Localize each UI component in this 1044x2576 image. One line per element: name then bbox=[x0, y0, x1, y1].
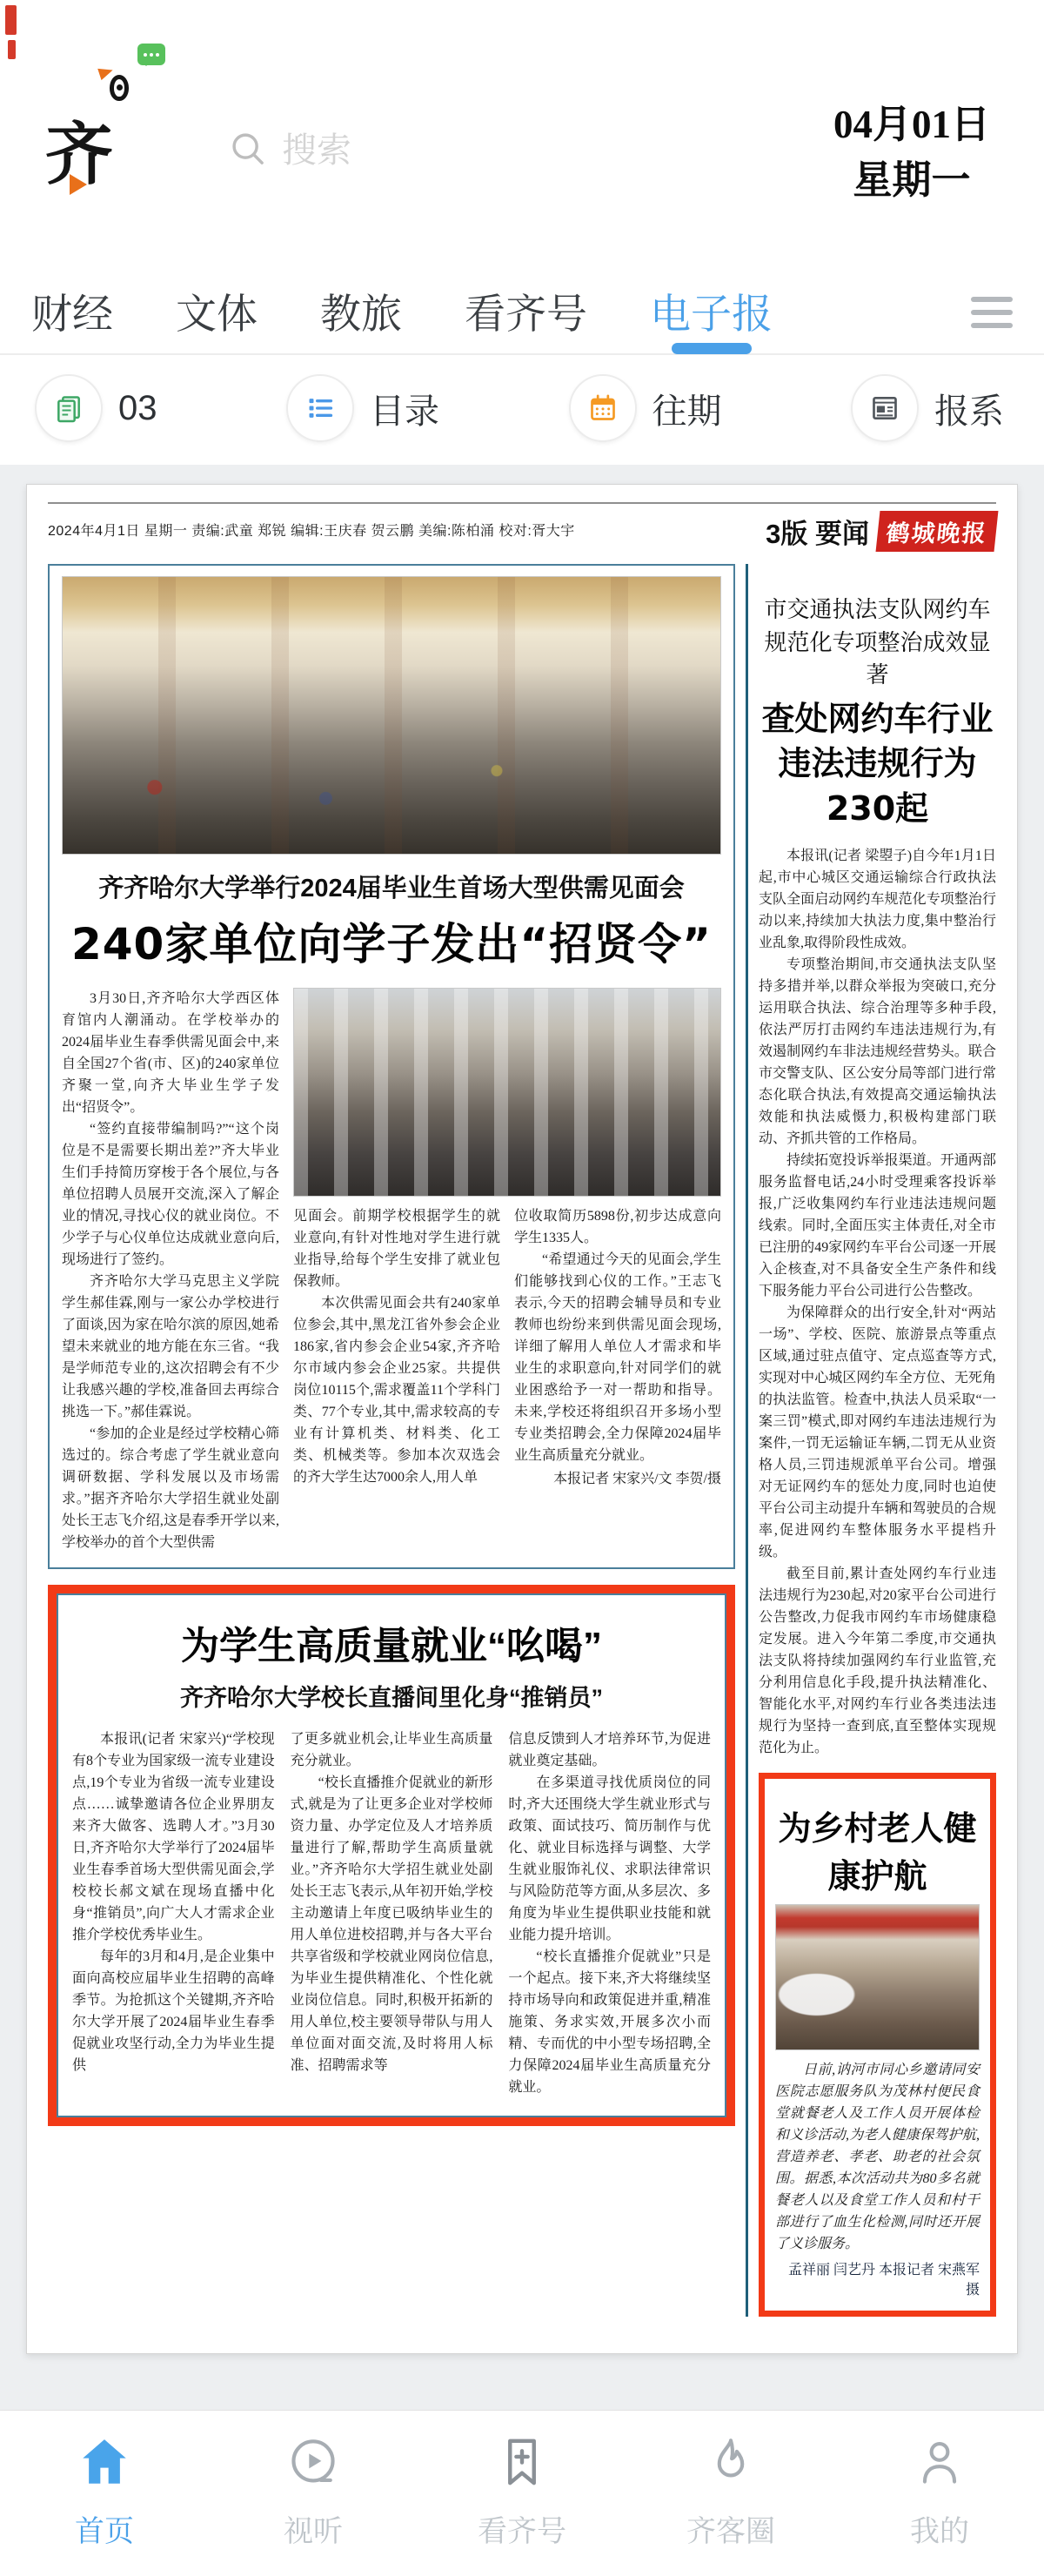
page-side-column bbox=[746, 564, 996, 2317]
bookmark-plus-icon bbox=[493, 2433, 551, 2495]
tab-label: 教旅 bbox=[320, 290, 402, 337]
tab-finance[interactable] bbox=[31, 267, 113, 354]
papers-icon bbox=[851, 374, 919, 442]
epaper-toolbar bbox=[0, 355, 1044, 465]
article-jobfair-col3 bbox=[514, 1205, 721, 1490]
tab-video-label: 视听 bbox=[284, 2514, 343, 2548]
edition-block bbox=[766, 511, 996, 552]
paragraph: 专项整治期间,市交通执法支队坚持多措并举,以群众举报为突破口,充分运用联合执法、综合治理等多种手段,依法严厉打击网约车违法违规行为,有效遏制网约车非法违规经营势头。联合市交警支队、区公安分局等部门进行常态化联合执法,有效提高交通运输执法效能和执法威慑力,积极构建部门联动、齐抓共管的工作格局。 bbox=[759, 956, 996, 1146]
app-logo[interactable] bbox=[45, 94, 184, 216]
logo-eye-icon bbox=[110, 75, 129, 101]
tab-kanqi-hao[interactable] bbox=[465, 267, 587, 354]
logo-text: 齐 bbox=[45, 117, 105, 192]
toc-button[interactable] bbox=[286, 374, 439, 442]
tab-epaper[interactable] bbox=[650, 267, 773, 354]
epaper-viewport bbox=[0, 465, 1044, 2410]
article-taxi-title bbox=[759, 697, 996, 831]
page-number-button[interactable] bbox=[35, 374, 157, 442]
article-jobfair-byline: 本报记者 宋家兴/文 李贺/摄 bbox=[553, 1472, 721, 1486]
paper-meta: 2024年4月1日 星期一 责编:武童 郑锐 编辑:王庆春 贺云鹏 美编:陈柏涌 校对:胥大宇 bbox=[48, 524, 575, 539]
paragraph: 齐齐哈尔大学马克思主义学院学生郝佳霖,刚与一家公办学校进行了面谈,因为家在哈尔滨的原因,她希望未来就业的地方能在东三省。“我是学师范专业的,这次招聘会有不少让我感兴趣的学校,准备回去再综合挑选一下。”郝佳霖说。 bbox=[62, 1274, 279, 1419]
flame-icon bbox=[702, 2433, 760, 2495]
page-icon bbox=[35, 374, 103, 442]
paragraph: 持续拓宽投诉举报渠道。开通两部服务监督电话,24小时受理乘客投诉举报,广泛收集网约车行业违法违规问题线索。同时,全面压实主体责任,对全市已注册的49家网约车平台公司逐一开展入企核查,对不具备安全生产条件和线下服务能力平台公司进行公告整改。 bbox=[759, 1152, 996, 1298]
tab-video[interactable] bbox=[209, 2433, 418, 2550]
article-livestream-col3 bbox=[508, 1728, 711, 2098]
paragraph: 本报讯(记者 梁曌子)自今年1月1日起,市中心城区交通运输综合行政执法支队全面启动网约车规范化专项整治行动以来,持续加大执法力度,集中整治行业乱象,取得阶段性成效。 bbox=[759, 848, 996, 950]
article-elder bbox=[759, 1773, 996, 2317]
tab-edu-travel[interactable] bbox=[320, 267, 402, 354]
paragraph: 信息反馈到人才培养环节,为促进就业奠定基础。 bbox=[508, 1732, 712, 1768]
article-elder-credit: 孟祥丽 闫艺丹 本报记者 宋燕军 摄 bbox=[787, 2262, 980, 2298]
paper-series-button[interactable] bbox=[851, 374, 1004, 442]
tab-home[interactable] bbox=[0, 2433, 209, 2550]
paragraph: 位收取简历5898份,初步达成意向学生1335人。 bbox=[514, 1209, 721, 1245]
kicker-line: 规范化专项整治成效显著 bbox=[764, 628, 991, 688]
paragraph: 见面会。前期学校根据学生的就业意向,有针对性地对学生进行就业指导,给每个学生安排了就业包保教师。 bbox=[293, 1209, 500, 1289]
article-elder-caption: 日前,讷河市同心乡邀请同安医院志愿服务队为茂林村便民食堂就餐老人及工作人员开展体检和义诊活动,为老人健康保驾护航,营造养老、孝老、助老的社会氛围。据悉,本次活动共为80多名就餐老人以及食堂工作人员和村干部进行了血生化检测,同时还开展了义诊服务。 bbox=[775, 2062, 980, 2251]
tab-label: 文体 bbox=[176, 290, 258, 337]
tab-home-label: 首页 bbox=[75, 2514, 134, 2548]
title-line: 查处网约车行业 bbox=[761, 700, 994, 739]
tab-profile[interactable] bbox=[835, 2433, 1044, 2550]
tab-label: 看齐号 bbox=[465, 290, 587, 337]
paragraph: “希望通过今天的见面会,学生们能够找到心仪的工作。”王志飞表示,今天的招聘会辅导员和专业教师也纷纷来到供需见面会现场,详细了解用人单位人才需求和毕业生的求职意向,针对同学们的就业困惑给予一对一帮助和指导。未来,学校还将组织召开多场小型专业类招聘会,全力保障2024届毕业生高质量充分就业。 bbox=[514, 1252, 721, 1463]
article-jobfair-kicker: 齐齐哈尔大学举行2024届毕业生首场大型供需见面会 bbox=[98, 875, 685, 902]
active-tab-underline bbox=[672, 343, 752, 354]
logo-play-icon bbox=[70, 174, 87, 195]
paragraph: 每年的3月和4月,是企业集中面向高校应届毕业生招聘的高峰季节。为抢抓这个关键期,齐齐哈尔大学开展了2024届毕业生春季促就业攻坚行动,全力为毕业生提供 bbox=[72, 1949, 275, 2073]
edition-label: 3版 要闻 bbox=[766, 519, 869, 549]
paragraph: 3月30日,齐齐哈尔大学西区体育馆内人潮涌动。在学校举办的2024届毕业生春季供需见面会中,来自全国27个省(市、区)的240家单位齐聚一堂,向齐大毕业生学子发出“招贤令”。 bbox=[62, 991, 279, 1115]
tab-kanqi-hao-label: 看齐号 bbox=[478, 2514, 566, 2548]
page-number-label: 03 bbox=[118, 388, 157, 427]
tab-kanqi-hao-bottom[interactable] bbox=[418, 2433, 626, 2550]
tab-label: 财经 bbox=[31, 290, 113, 337]
students-photo bbox=[293, 988, 721, 1197]
toc-icon bbox=[286, 374, 354, 442]
article-livestream-subtitle: 齐齐哈尔大学校长直播间里化身“推销员” bbox=[180, 1685, 603, 1711]
article-taxi-kicker bbox=[759, 594, 996, 692]
search-input[interactable] bbox=[282, 131, 543, 171]
play-icon bbox=[284, 2433, 342, 2495]
paragraph: “校长直播推介促就业的新形式,就是为了让更多企业对学校师资力量、办学定位及人才培养质量进行了解,帮助学生高质量就业。”齐齐哈尔大学招生就业处副处长王志飞表示,从年初开始,学校主动邀请上年度已吸纳毕业生的用人单位进校招聘,并与各大平台共享省级和学校就业网岗位信息,为毕业生提供精准化、个性化就业岗位信息。同时,积极开拓新的用人单位,校主要领导带队与用人单位面对面交流,及时将用人标准、招聘需求等 bbox=[290, 1775, 493, 2073]
paragraph: 为保障群众的出行安全,针对“两站一场”、学校、医院、旅游景点等重点区域,通过驻点值守、定点巡查等方式,实现对中心城区网约车全方位、无死角的执法监管。检查中,执法人员采取“一案三罚”模式,即对网约车违法违规行为案件,一罚无运输证车辆,二罚无从业资格人员,三罚违规派单平台公司。增强对无证网约车的惩处力度,同时也迫使平台公司主动提升车辆和驾驶员的合规率,促进网约车整体服务水平提档升级。 bbox=[759, 1305, 996, 1560]
article-livestream-title: 为学生高质量就业“吆喝” bbox=[181, 1625, 602, 1667]
date-display bbox=[833, 97, 990, 209]
search-icon bbox=[228, 129, 268, 173]
toc-label: 目录 bbox=[370, 392, 439, 431]
person-icon bbox=[911, 2433, 968, 2495]
tab-label: 电子报 bbox=[650, 290, 773, 337]
tab-profile-label: 我的 bbox=[910, 2514, 969, 2548]
article-taxi bbox=[759, 594, 996, 1759]
bottom-tab-bar bbox=[0, 2410, 1044, 2576]
masthead-logo: 鹤城晚报 bbox=[876, 511, 999, 552]
paper-series-label: 报系 bbox=[934, 392, 1004, 431]
jobfair-photo bbox=[62, 576, 721, 855]
past-issues-label: 往期 bbox=[652, 392, 722, 431]
paragraph: 了更多就业机会,让毕业生高质量充分就业。 bbox=[290, 1732, 493, 1768]
article-jobfair-col2 bbox=[293, 1205, 500, 1490]
message-bubble-icon[interactable] bbox=[137, 44, 165, 65]
clinic-photo bbox=[775, 1904, 980, 2050]
paragraph: 本次供需见面会共有240家单位参会,其中,黑龙江省外参会企业186家,省内参会企业54家,齐齐哈尔市域内参会企业25家。共提供岗位10115个,需求覆盖11个学科门类、77个专业,其中,需求较高的专业有计算机类、材料类、化工类、机械类等。参加本次双选会的齐大学生达7000余人,用人单 bbox=[293, 1296, 500, 1485]
calendar-icon bbox=[569, 374, 637, 442]
weekday-text: 星期一 bbox=[853, 158, 971, 202]
article-jobfair bbox=[48, 564, 735, 1569]
paragraph: “参加的企业是经过学校精心筛选过的。综合考虑了学生就业意向调研数据、学科发展以及市场需求。”据齐齐哈尔大学招生就业处副处长王志飞介绍,这是春季开学以来,学校举办的首个大型供需 bbox=[62, 1426, 279, 1550]
article-jobfair-title: 240家单位向学子发出“招贤令” bbox=[70, 919, 713, 969]
article-livestream bbox=[48, 1585, 735, 2126]
article-livestream-col2 bbox=[291, 1728, 493, 2098]
tab-qike-circle[interactable] bbox=[626, 2433, 835, 2550]
search-bar[interactable] bbox=[228, 129, 543, 173]
paragraph: 在多渠道寻找优质岗位的同时,齐大还围绕大学生就业形式与政策、面试技巧、简历制作与优化、就业目标选择与调整、大学生就业服饰礼仪、求职法律常识与风险防范等方面,从多层次、多角度为毕业生提供职业技能和就业能力提升培训。 bbox=[508, 1775, 712, 1942]
title-line: 违法违规行为230起 bbox=[778, 744, 977, 828]
paragraph: “签约直接带编制吗?”“这个岗位是不是需要长期出差?”齐大毕业生们手持简历穿梭于各个展位,与各单位招聘人员展开交流,深入了解企业的情况,寻找心仪的就业岗位。不少学子与心仪单位达成就业意向后,现场进行了签约。 bbox=[62, 1122, 279, 1267]
article-livestream-col1 bbox=[72, 1728, 275, 2098]
paper-meta-row bbox=[48, 502, 996, 552]
nav-tabs bbox=[0, 268, 1044, 355]
paragraph: “校长直播推介促就业”只是一个起点。接下来,齐大将继续坚持市场导向和政策促进并重,精准施策、务求实效,开展多次小而精、专而优的中小型专场招聘,全力保障2024届毕业生高质量充分就业。 bbox=[508, 1949, 712, 2095]
tab-culture[interactable] bbox=[176, 267, 258, 354]
date-text: 04月01日 bbox=[833, 103, 990, 146]
past-issues-button[interactable] bbox=[569, 374, 722, 442]
article-elder-title: 为乡村老人健康护航 bbox=[778, 1810, 977, 1895]
paragraph: 本报讯(记者 宋家兴)“学校现有8个专业为国家级一流专业建设点,19个专业为省级一流专业建设点……诚挚邀请各位企业界朋友来齐大做客、选聘人才。”3月30日,齐齐哈尔大学举行了2024届毕业生春季首场大型供需见面会,学校校长郝文斌在现场直播中化身“推销员”,向广大人才需求企业推介学校优秀毕业生。 bbox=[72, 1732, 275, 1942]
page-main-column bbox=[48, 564, 735, 2317]
corner-badge-icon bbox=[5, 5, 28, 75]
paragraph: 截至目前,累计查处网约车行业违法违规行为230起,对20家平台公司进行公告整改,力促我市网约车市场健康稳定发展。进入今年第二季度,市交通执法支队将持续加强网约车行业监管,充分利用信息化手段,提升执法精准化、智能化水平,对网约车行业各类违法违规行为坚持一查到底,直至整体实现规范化为止。 bbox=[759, 1566, 996, 1755]
article-taxi-body bbox=[759, 845, 996, 1759]
kicker-line: 市交通执法支队网约车 bbox=[764, 596, 991, 622]
hamburger-menu-icon[interactable] bbox=[971, 293, 1013, 328]
article-jobfair-col1 bbox=[62, 988, 279, 1553]
newspaper-page[interactable] bbox=[26, 484, 1018, 2354]
home-icon bbox=[76, 2433, 133, 2495]
tab-qike-circle-label: 齐客圈 bbox=[686, 2514, 775, 2548]
app-header bbox=[0, 0, 1044, 268]
